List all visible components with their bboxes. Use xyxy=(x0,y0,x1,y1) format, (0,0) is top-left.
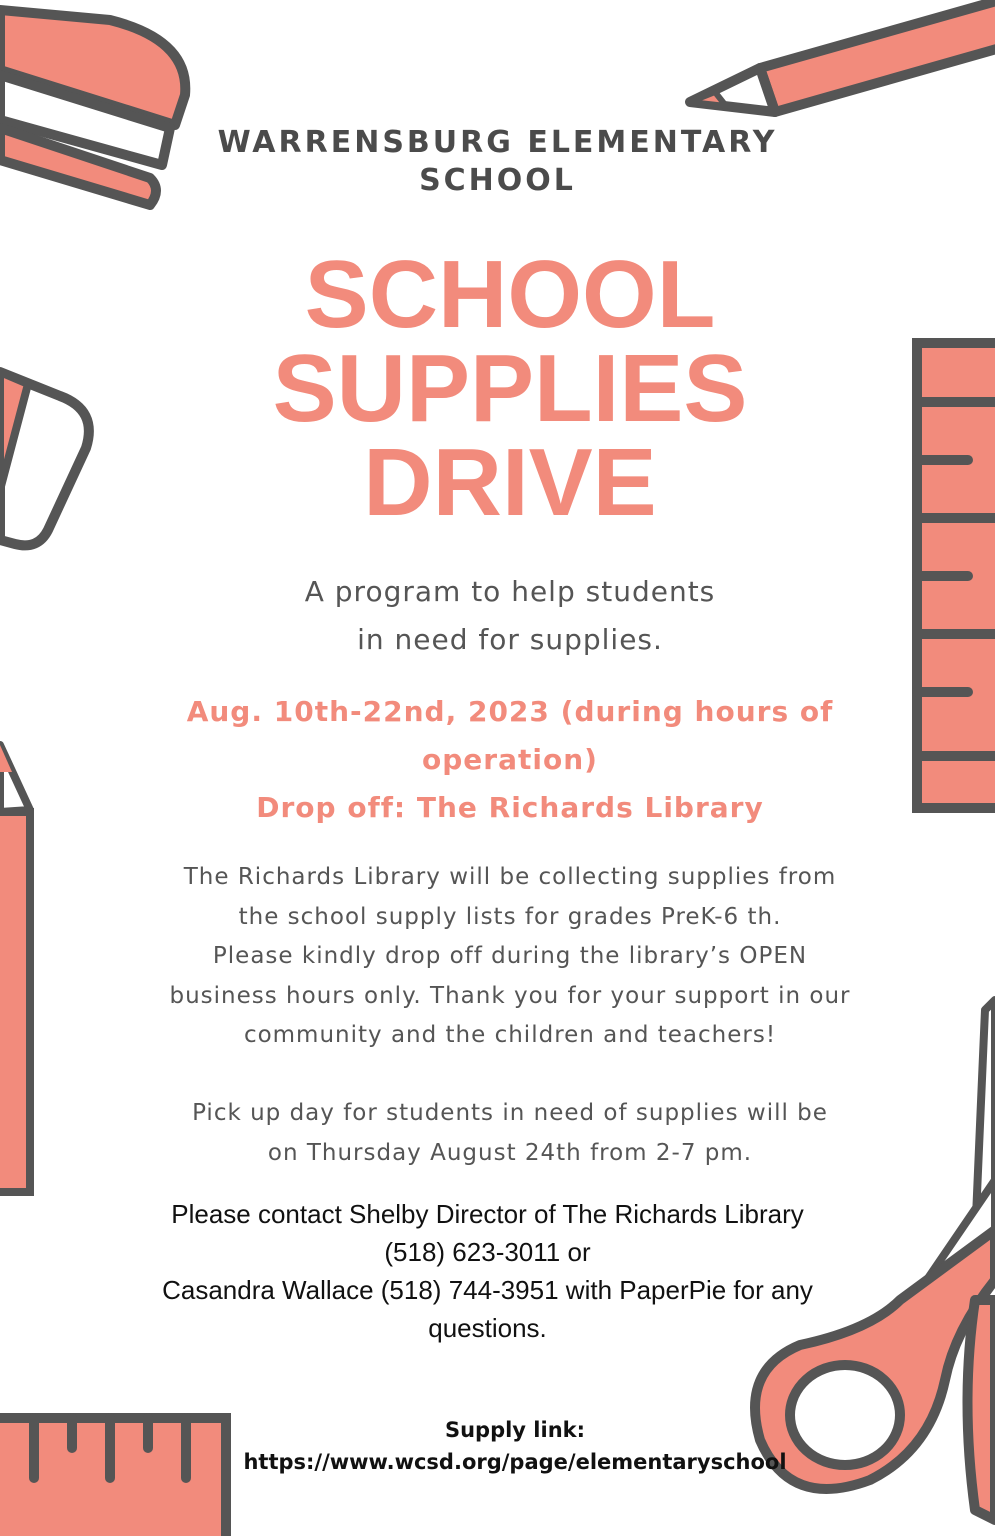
description-line: community and the children and teachers! xyxy=(243,1022,777,1048)
school-name-line: SCHOOL xyxy=(419,163,576,198)
description-line: The Richards Library will be collecting supplies from xyxy=(183,864,837,890)
tagline xyxy=(0,568,995,664)
event-date-line: Aug. 10th-22nd, 2023 (during hours of xyxy=(186,695,834,728)
tagline-line: in need for supplies. xyxy=(357,623,663,656)
contact-line: Please contact Shelby Director of The Richards Library xyxy=(171,1199,804,1229)
headline xyxy=(0,241,995,536)
event-date-line: operation) xyxy=(422,743,598,776)
pickup-line: on Thursday August 24th from 2-7 pm. xyxy=(267,1139,753,1166)
contact-line: Casandra Wallace (518) 744-3951 with PaperPie for any xyxy=(162,1275,813,1305)
description-line: Please kindly drop off during the library’s OPEN xyxy=(212,943,808,969)
dropoff-location: Drop off: The Richards Library xyxy=(256,791,764,824)
headline-line: SUPPLIES xyxy=(272,335,748,442)
supply-link-url[interactable]: https://www.wcsd.org/page/elementaryschool xyxy=(243,1450,787,1474)
tagline-line: A program to help students xyxy=(304,575,716,608)
description xyxy=(0,858,995,1056)
headline-line: DRIVE xyxy=(363,429,657,536)
contact-line: questions. xyxy=(428,1313,547,1343)
pickup-info xyxy=(0,1094,995,1173)
supply-link-label: Supply link: xyxy=(444,1418,586,1442)
pickup-line: Pick up day for students in need of supplies will be xyxy=(192,1100,828,1126)
description-line: business hours only. Thank you for your support in our xyxy=(169,982,851,1009)
supply-link-block xyxy=(0,1414,995,1478)
event-details xyxy=(0,688,995,832)
headline-line: SCHOOL xyxy=(304,241,716,348)
contact-info xyxy=(0,1195,975,1347)
school-name-line: WARRENSBURG ELEMENTARY xyxy=(217,125,778,160)
contact-line: (518) 623-3011 or xyxy=(384,1237,591,1267)
school-name xyxy=(0,124,995,200)
description-line: the school supply lists for grades PreK-6 th. xyxy=(238,903,782,930)
pencil-icon xyxy=(690,0,995,112)
